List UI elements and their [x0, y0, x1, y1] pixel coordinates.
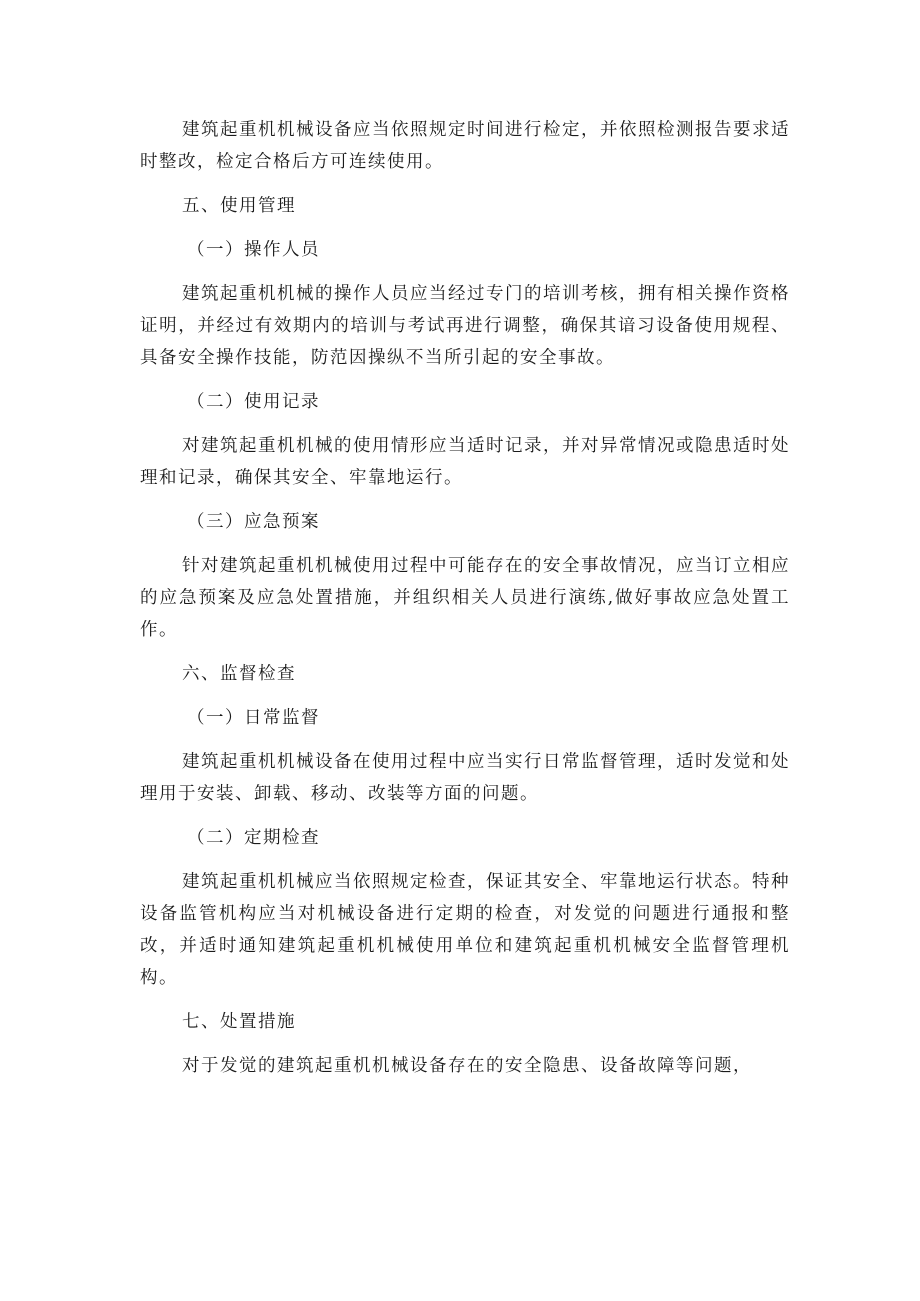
paragraph-emergency-plan: 针对建筑起重机机械使用过程中可能存在的安全事故情况，应当订立相应的应急预案及应急处置措施，并组织相关人员进行演练,做好事故应急处置工作。: [140, 556, 790, 640]
paragraph-usage-records: 对建筑起重机机械的使用情形应当适时记录，并对异常情况或隐患适时处理和记录，确保其安全、牢靠地运行。: [140, 436, 790, 488]
section-heading-5: 五、使用管理: [182, 196, 296, 216]
section-heading-6: 六、监督检查: [182, 664, 296, 684]
subsection-heading-periodic-inspection: （二）定期检查: [187, 828, 320, 848]
subsection-heading-usage-records: （二）使用记录: [187, 392, 320, 412]
paragraph-handling-measures: 对于发觉的建筑起重机机械设备存在的安全隐患、设备故障等问题，: [182, 1056, 752, 1076]
section-heading-7: 七、处置措施: [182, 1012, 296, 1032]
subsection-heading-operators: （一）操作人员: [187, 240, 320, 260]
paragraph-daily-supervision: 建筑起重机机械设备在使用过程中应当实行日常监督管理，适时发觉和处理用于安装、卸载、移动、改装等方面的问题。: [140, 752, 790, 804]
paragraph-periodic-inspection: 建筑起重机机械应当依照规定检查，保证其安全、牢靠地运行状态。特种设备监管机构应当对机械设备进行定期的检查，对发觉的问题进行通报和整改，并适时通知建筑起重机机械使用单位和建筑起重机机械安全监督管理机构。: [140, 872, 790, 988]
document-page: [140, 114, 790, 1094]
subsection-heading-daily-supervision: （一）日常监督: [187, 708, 320, 728]
subsection-heading-emergency-plan: （三）应急预案: [187, 512, 320, 532]
paragraph-1: 建筑起重机机械设备应当依照规定时间进行检定，并依照检测报告要求适时整改，检定合格后方可连续使用。: [140, 120, 790, 172]
paragraph-operators: 建筑起重机机械的操作人员应当经过专门的培训考核，拥有相关操作资格证明，并经过有效期内的培训与考试再进行调整，确保其谙习设备使用规程、具备安全操作技能，防范因操纵不当所引起的安全事故。: [140, 284, 790, 368]
